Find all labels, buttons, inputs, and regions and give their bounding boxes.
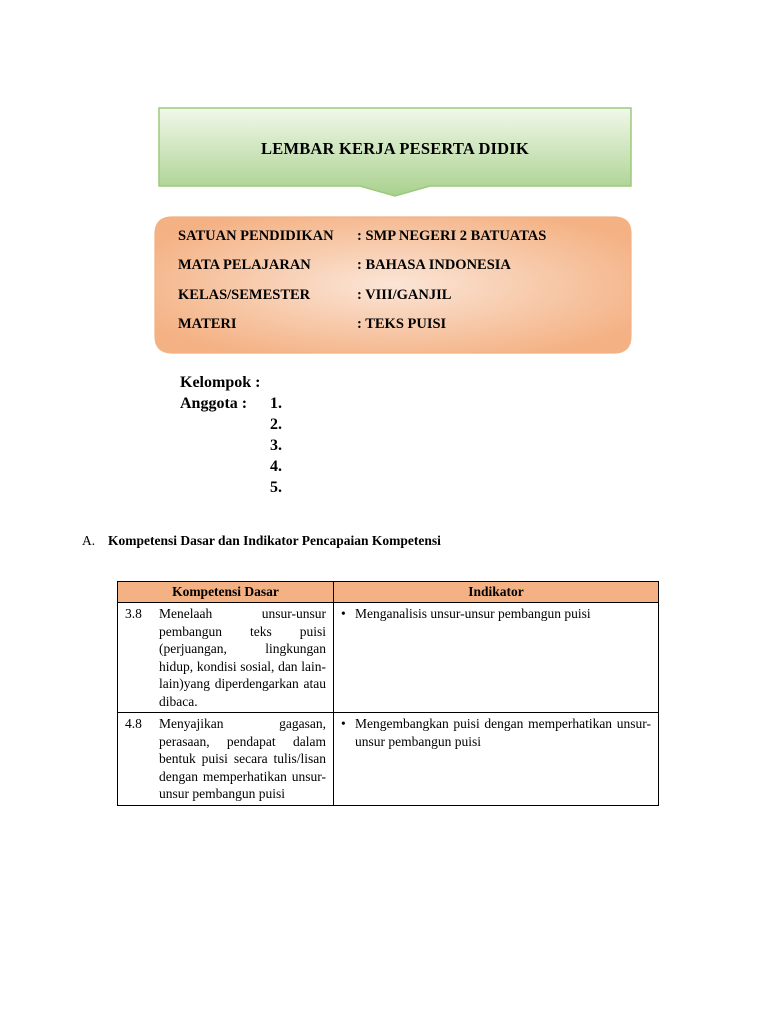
page-title: LEMBAR KERJA PESERTA DIDIK — [261, 139, 529, 158]
header-indikator: Indikator — [334, 582, 659, 603]
info-row-kelas — [178, 287, 451, 304]
indicator-cell — [334, 603, 659, 713]
kd-cell — [118, 603, 334, 713]
title-banner — [158, 107, 632, 187]
member-number: 2. — [270, 416, 282, 433]
anggota-row — [180, 393, 282, 414]
bullet-icon: • — [341, 716, 346, 731]
kd-cell — [118, 713, 334, 806]
table-row — [118, 603, 659, 713]
indicator-text: Mengembangkan puisi dengan memperhatikan unsur-unsur pembangun puisi — [355, 716, 651, 749]
group-members — [180, 372, 282, 498]
section-letter: A. — [82, 533, 96, 548]
member-row — [180, 414, 282, 435]
indicator-cell — [334, 713, 659, 806]
member-number: 5. — [270, 479, 282, 496]
kd-text: Menelaah unsur-unsur pembangun teks puisi (perjuangan, lingkungan hidup, kondisi sosial, dan lain-lain)yang diperdengarkan atau dibaca. — [159, 606, 326, 709]
member-number: 4. — [270, 458, 282, 475]
table-header-row — [118, 582, 659, 603]
member-row — [180, 456, 282, 477]
group-row — [180, 372, 282, 393]
member-row — [180, 435, 282, 456]
section-heading — [82, 533, 441, 549]
member-number: 3. — [270, 437, 282, 454]
indicator-text: Menganalisis unsur-unsur pembangun puisi — [355, 606, 591, 621]
info-row-materi — [178, 316, 446, 333]
header-kompetensi-dasar: Kompetensi Dasar — [118, 582, 334, 603]
section-title: Kompetensi Dasar dan Indikator Pencapaian Kompetensi — [108, 533, 441, 548]
member-row — [180, 477, 282, 498]
info-value: : TEKS PUISI — [357, 316, 447, 332]
info-label: KELAS/SEMESTER — [178, 287, 311, 303]
info-value: : SMP NEGERI 2 BATUATAS — [357, 228, 547, 244]
bullet-icon: • — [341, 606, 346, 621]
info-label: MATERI — [178, 316, 237, 332]
anggota-label: Anggota : — [180, 395, 248, 412]
school-info-box — [154, 216, 632, 352]
kd-number: 4.8 — [125, 716, 142, 731]
kd-text: Menyajikan gagasan, perasaan, pendapat dalam bentuk puisi secara tulis/lisan dengan memperhatikan unsur-unsur pembangun puisi — [159, 716, 326, 801]
info-row-satuan — [178, 228, 546, 245]
kelompok-label: Kelompok : — [180, 374, 261, 391]
info-value: : BAHASA INDONESIA — [357, 257, 511, 273]
table-row — [118, 713, 659, 806]
info-label: SATUAN PENDIDIKAN — [178, 228, 334, 244]
info-label: MATA PELAJARAN — [178, 257, 311, 273]
competency-table — [117, 581, 659, 806]
info-row-mapel — [178, 257, 511, 274]
member-number: 1. — [270, 395, 282, 412]
info-value: : VIII/GANJIL — [357, 287, 452, 303]
kd-number: 3.8 — [125, 606, 142, 621]
